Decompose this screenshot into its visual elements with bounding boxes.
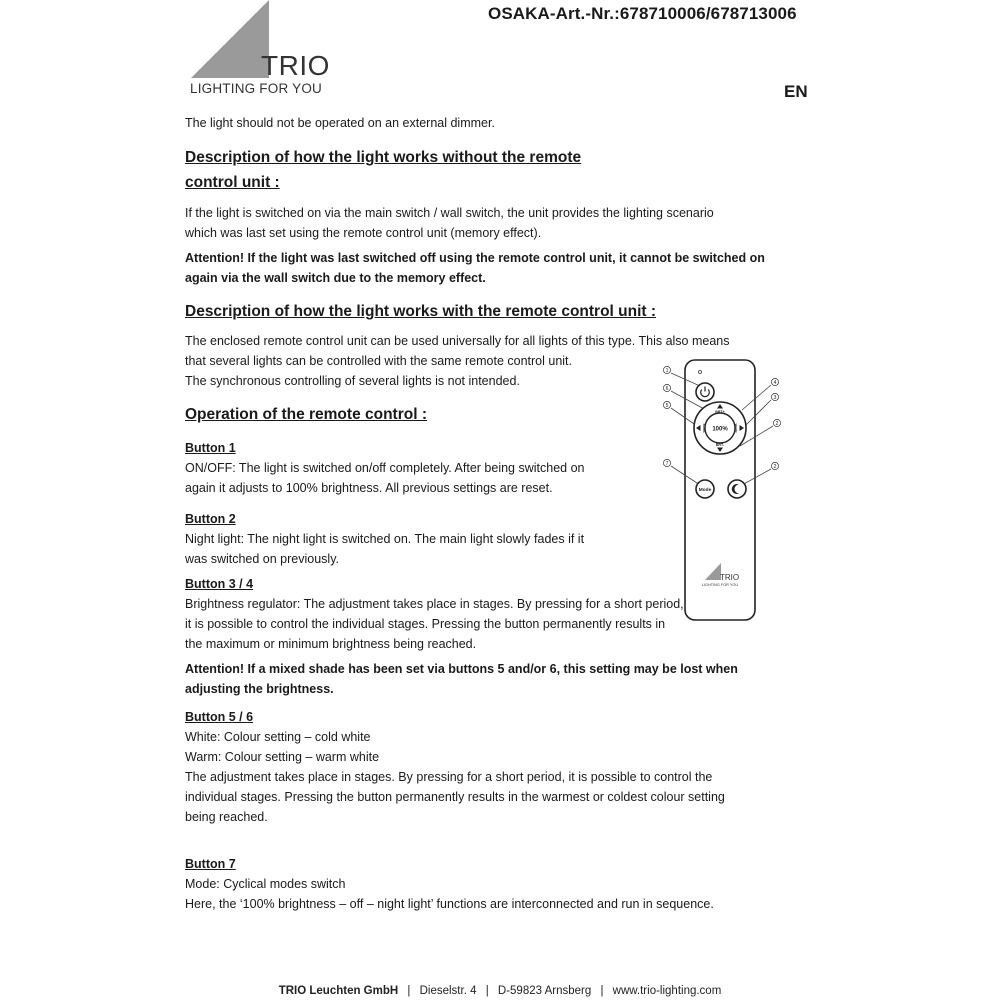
callout-1: 1 [665,367,669,374]
button1-line2: again it adjusts to 100% brightness. All previous settings are reset. [185,481,553,495]
callout-5: 5 [665,402,669,409]
button1-title: Button 1 [185,441,236,455]
button34-line1: Brightness regulator: The adjustment takes place in stages. By pressing for a short period, [185,597,684,611]
section2-line1: The enclosed remote control unit can be used universally for all lights of this type. This also means [185,334,730,348]
night-light-button[interactable] [728,480,746,498]
footer-street: Dieselstr. 4 [419,985,477,997]
callout-4: 4 [773,379,777,386]
brt-down-label: BRT- [715,443,725,447]
callout-3: 3 [773,394,777,401]
section1-para-line2: which was last set using the remote control unit (memory effect). [185,226,542,240]
remote-logo-brand: TRIO [720,573,740,582]
section2-line3: The synchronous controlling of several lights is not intended. [185,374,520,388]
button56-line1: White: Colour setting – cold white [185,730,371,744]
section1-attention-line2: again via the wall switch due to the memory effect. [185,271,486,285]
section1-heading-line2: control unit : [185,174,280,191]
button1-line1: ON/OFF: The light is switched on/off completely. After being switched on [185,461,585,475]
callout-2: 2 [773,463,777,470]
logo-triangle-icon [191,0,269,78]
callout-7: 7 [665,460,669,467]
mode-label: Mode [698,488,712,493]
button2-line2: was switched on previously. [185,552,340,566]
button56-line2: Warm: Colour setting – warm white [185,750,380,764]
white-label: WHITE [702,423,706,433]
button34-attention-line2: adjusting the brightness. [185,682,334,696]
footer-company: TRIO Leuchten GmbH [278,985,399,997]
button2-line1: Night light: The night light is switched on. The main light slowly fades if it [185,532,585,546]
intro-text: The light should not be operated on an external dimmer. [185,116,495,130]
section1-heading-line1: Description of how the light works without the remote [185,149,582,166]
remote-control-diagram [650,355,790,630]
button2-title: Button 2 [185,512,236,526]
article-number: OSAKA-Art.-Nr.:678710006/678713006 [488,4,797,23]
section3-heading: Operation of the remote control : [185,406,427,423]
button56-title: Button 5 / 6 [185,710,254,724]
section2-line2: that several lights can be controlled with the same remote control unit. [185,354,573,368]
brt-up-label: BRT+ [715,410,725,414]
footer-separator: | [600,985,604,997]
footer-separator: | [407,985,411,997]
full-brightness-label: 100% [712,426,728,433]
button34-attention-line1: Attention! If a mixed shade has been set via buttons 5 and/or 6, this setting may be lost when [185,662,738,676]
warm-label: WARM [734,423,738,433]
section1-para-line1: If the light is switched on via the main switch / wall switch, the unit provides the lighting scenario [185,206,714,220]
language-code: EN [784,82,808,101]
button56-line4: individual stages. Pressing the button permanently results in the warmest or coldest colour setting [185,790,725,804]
button34-line2: it is possible to control the individual stages. Pressing the button permanently results in [185,617,666,631]
button34-title: Button 3 / 4 [185,577,254,591]
section2-heading: Description of how the light works with the remote control unit : [185,303,657,320]
button56-line3: The adjustment takes place in stages. By pressing for a short period, it is possible to control the [185,770,713,784]
button34-line3: the maximum or minimum brightness being reached. [185,637,477,651]
section1-attention-line1: Attention! If the light was last switched off using the remote control unit, it cannot be switched on [185,251,765,265]
button7-title: Button 7 [185,857,236,871]
callout-6: 6 [665,385,669,392]
footer-separator: | [485,985,489,997]
footer-web-link[interactable]: www.trio-lighting.com [612,985,722,997]
trio-logo [188,0,338,100]
footer-city: D-59823 Arnsberg [497,985,592,997]
logo-tagline: LIGHTING FOR YOU [190,81,322,96]
logo-brand: TRIO [261,50,330,81]
footer [0,985,1000,997]
button7-line1: Mode: Cyclical modes switch [185,877,346,891]
power-button[interactable] [696,383,714,401]
remote-logo-tagline: LIGHTING FOR YOU [701,583,739,587]
button56-line5: being reached. [185,810,268,824]
callout-2-upper: 2 [775,420,779,427]
button7-line2: Here, the ‘100% brightness – off – night light’ functions are interconnected and run in sequence. [185,897,714,911]
